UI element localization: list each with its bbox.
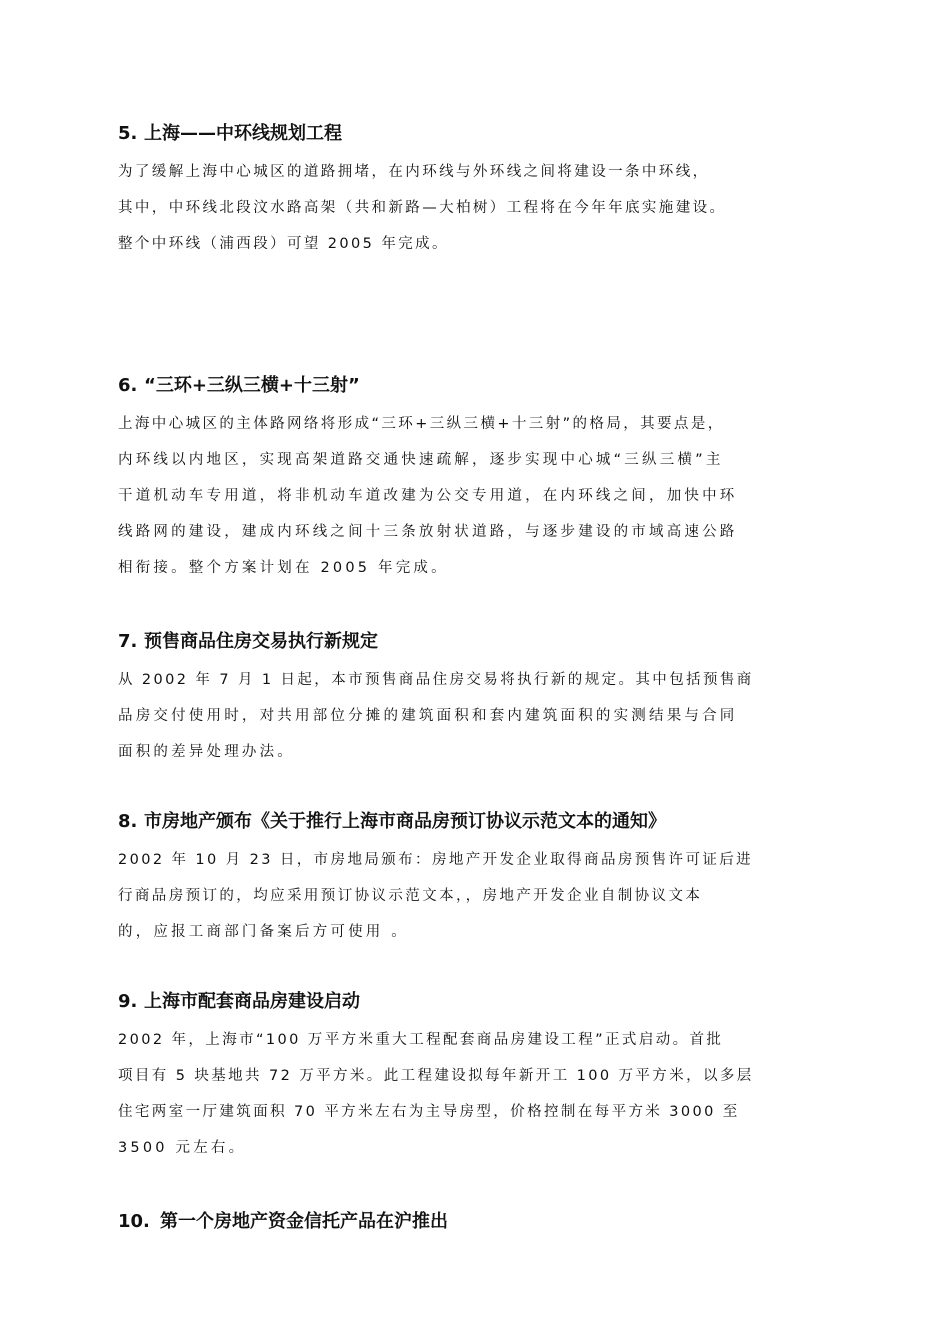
section-number: 10.	[118, 1211, 150, 1232]
paragraph-line: 行商品房预订的，均应采用预订协议示范文本，，房地产开发企业自制协议文本	[118, 888, 703, 904]
section-title: “三环+三纵三横+十三射”	[144, 375, 360, 396]
section-number: 7.	[118, 631, 138, 652]
section-title: 预售商品住房交易执行新规定	[144, 631, 378, 652]
section-title: 市房地产颁布《关于推行上海市商品房预订协议示范文本的通知》	[144, 811, 666, 832]
paragraph-line: 线路网的建设，建成内环线之间十三条放射状道路，与逐步建设的市域高速公路	[118, 524, 738, 540]
section-number: 9.	[118, 991, 138, 1012]
section-title: 上海——中环线规划工程	[144, 123, 342, 144]
section-heading	[118, 990, 848, 1014]
paragraph-line: 内环线以内地区，实现高架道路交通快速疏解，逐步实现中心城“三纵三横”主	[118, 452, 724, 468]
section-6	[118, 374, 848, 586]
section-9	[118, 990, 848, 1166]
section-heading	[118, 122, 848, 146]
paragraph-line: 上海中心城区的主体路网络将形成“三环+三纵三横+十三射”的格局，其要点是，	[118, 416, 725, 432]
paragraph-line: 整个中环线（浦西段）可望 2005 年完成。	[118, 236, 449, 252]
paragraph-line: 项目有 5 块基地共 72 万平方米。此工程建设拟每年新开工 100 万平方米，以多层	[118, 1068, 754, 1084]
section-title: 上海市配套商品房建设启动	[144, 991, 360, 1012]
paragraph-line: 3500 元左右。	[118, 1140, 247, 1156]
paragraph-line: 为了缓解上海中心城区的道路拥堵，在内环线与外环线之间将建设一条中环线，	[118, 164, 710, 180]
section-heading	[118, 810, 848, 834]
section-5	[118, 122, 848, 262]
paragraph-line: 的，应报工商部门备案后方可使用 。	[118, 924, 410, 940]
paragraph-line: 相衔接。整个方案计划在 2005 年完成。	[118, 560, 449, 576]
section-heading	[118, 374, 848, 398]
section-heading	[118, 1210, 848, 1234]
section-heading	[118, 630, 848, 654]
section-title: 第一个房地产资金信托产品在沪推出	[160, 1211, 448, 1232]
paragraph-line: 2002 年，上海市“100 万平方米重大工程配套商品房建设工程”正式启动。首批	[118, 1032, 724, 1048]
section-10	[118, 1210, 848, 1242]
section-number: 5.	[118, 123, 138, 144]
section-number: 6.	[118, 375, 138, 396]
paragraph-line: 其中，中环线北段汶水路高架（共和新路—大柏树）工程将在今年年底实施建设。	[118, 200, 727, 216]
paragraph-line: 从 2002 年 7 月 1 日起，本市预售商品住房交易将执行新的规定。其中包括预售商	[118, 672, 754, 688]
section-8	[118, 810, 848, 950]
paragraph-line: 干道机动车专用道，将非机动车道改建为公交专用道，在内环线之间，加快中环	[118, 488, 738, 504]
section-7	[118, 630, 848, 770]
paragraph-line: 2002 年 10 月 23 日，市房地局颁布：房地产开发企业取得商品房预售许可证后进	[118, 852, 754, 868]
paragraph-line: 面积的差异处理办法。	[118, 744, 295, 760]
paragraph-line: 品房交付使用时，对共用部位分摊的建筑面积和套内建筑面积的实测结果与合同	[118, 708, 738, 724]
paragraph-line: 住宅两室一厅建筑面积 70 平方米左右为主导房型，价格控制在每平方米 3000 至	[118, 1104, 740, 1120]
section-number: 8.	[118, 811, 138, 832]
